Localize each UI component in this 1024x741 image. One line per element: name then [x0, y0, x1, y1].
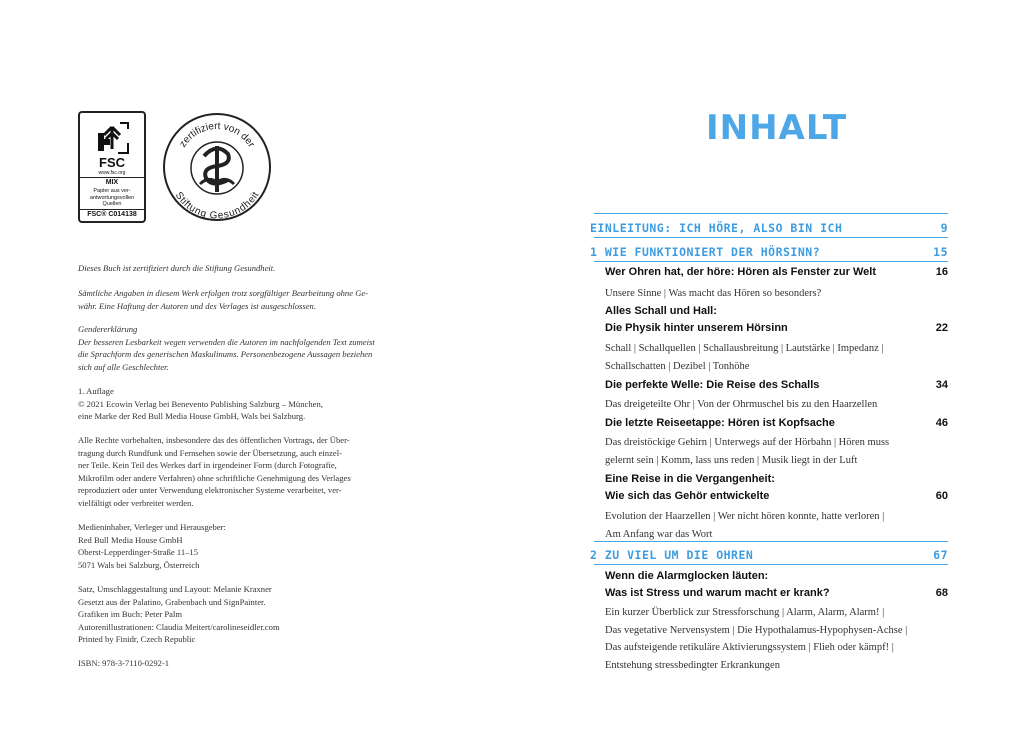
- fsc-description: Papier aus ver- antwortungsvollen Quellen: [89, 188, 135, 207]
- section-page: 34: [935, 379, 948, 391]
- section-title: Was ist Stress und warum macht er krank?: [605, 587, 830, 599]
- section-title-pre: Alles Schall und Hall:: [605, 305, 717, 317]
- isbn: ISBN: 978-3-7110-0292-1: [78, 658, 170, 668]
- section-topics: Evolution der Haarzellen | Wer nicht hören konnte, hatte verloren | Am Anfang war das Wort: [605, 511, 885, 540]
- section-title: Die Physik hinter unserem Hörsinn: [605, 322, 788, 334]
- edition-copyright: 1. Auflage © 2021 Ecowin Verlag bei Benevento Publishing Salzburg – München, eine Marke der Red Bull Media House GmbH, Wals bei Salzburg.: [78, 386, 323, 422]
- disclaimer: Sämtliche Angaben in diesem Werk erfolgen trotz sorgfältiger Bearbeitung ohne Ge- währ. Eine Haftung der Autoren und des Verlages ist ausgeschlossen.: [78, 288, 369, 311]
- svg-text:zertifiziert von der: [178, 121, 257, 150]
- gender-statement: Gendererklärung Der besseren Lesbarkeit wegen verwenden die Autoren im nachfolgenden Text zumeist die Sprachform des generischen Maskulinums. Personenbezogene Aussagen beziehen sich auf alle Geschlechter.: [78, 324, 375, 372]
- fsc-logo: [78, 111, 146, 223]
- chapter-page: 15: [933, 245, 948, 259]
- rights-notice: Alle Rechte vorbehalten, insbesondere das des öffentlichen Vortrags, der Über- tragung durch Rundfunk und Fernsehen sowie der Übersetzung, auch einzel- ner Teile. Kein Teil des Werkes darf in irgendeiner Form (durch Fotografie, Mikrofilm oder andere Verfahren) ohne schriftliche Genehmigung des Verlages reproduziert oder unter Verwendung elektronischer Systeme verarbeitet, ver- vielfältigt oder verbreitet werden.: [78, 435, 351, 508]
- section-topics: Das dreistöckige Gehirn | Unterwegs auf der Hörbahn | Hören muss gelernt sein | Komm, lass uns reden | Musik liegt in der Luft: [605, 437, 890, 466]
- toc-chapter-1[interactable]: [590, 245, 948, 259]
- section-page: 46: [935, 417, 948, 429]
- section-title: Wie sich das Gehör entwickelte: [605, 490, 770, 502]
- certification-note: Dieses Buch ist zertifiziert durch die Stiftung Gesundheit.: [78, 263, 276, 273]
- fsc-brand: FSC: [99, 155, 125, 170]
- divider: [594, 237, 948, 238]
- chapter-page: 67: [933, 548, 948, 562]
- toc-section[interactable]: [605, 587, 948, 599]
- section-title: Wer Ohren hat, der höre: Hören als Fenster zur Welt: [605, 266, 876, 278]
- toc-section-heading: [605, 305, 948, 317]
- seal-emblem-icon: [191, 142, 243, 194]
- toc-section-heading: [605, 570, 948, 582]
- toc-section[interactable]: [605, 322, 948, 334]
- section-page: 22: [935, 322, 948, 334]
- stiftung-gesundheit-seal: [162, 112, 272, 222]
- toc-section-heading: [605, 473, 948, 485]
- section-title: Die letzte Reiseetappe: Hören ist Kopfsache: [605, 417, 835, 429]
- fsc-mix: MIX: [105, 179, 119, 186]
- section-topics: Ein kurzer Überblick zur Stressforschung | Alarm, Alarm, Alarm! | Das vegetative Nervensystem | Die Hypothalamus-Hypophysen-Achse | Das aufsteigende retikuläre Aktivierungssystem | Flieh oder kämpf! | Entstehung stressbedingter Erkrankungen: [605, 607, 908, 671]
- chapter-page: 9: [940, 221, 948, 235]
- chapter-label: EINLEITUNG: ICH HÖRE, ALSO BIN ICH: [590, 221, 843, 235]
- chapter-label: 2 ZU VIEL UM DIE OHREN: [590, 548, 754, 562]
- divider: [594, 541, 948, 542]
- section-topics: Schall | Schallquellen | Schallausbreitung | Lautstärke | Impedanz | Schallschatten | Dezibel | Tonhöhe: [605, 343, 884, 372]
- chapter-label: 1 WIE FUNKTIONIERT DER HÖRSINN?: [590, 245, 821, 259]
- divider: [594, 261, 948, 262]
- section-page: 60: [935, 490, 948, 502]
- section-title: Die perfekte Welle: Die Reise des Schalls: [605, 379, 820, 391]
- fsc-tree-icon: [94, 119, 132, 155]
- toc-title: INHALT: [706, 108, 848, 148]
- section-topics: Das dreigeteilte Ohr | Von der Ohrmuschel bis zu den Haarzellen: [605, 399, 878, 410]
- seal-top-text: zertifiziert von der: [177, 120, 257, 150]
- toc-section[interactable]: [605, 379, 948, 391]
- production-credits: Satz, Umschlaggestaltung und Layout: Melanie Kraxner Gesetzt aus der Palatino, Grabenbach und SignPainter. Grafiken im Buch: Peter Palm Autorenillustrationen: Claudia Meitert/carolineseidler.com Printed by Finidr, Czech Republic: [78, 584, 280, 645]
- toc-section[interactable]: [605, 417, 948, 429]
- toc-chapter-intro[interactable]: [590, 221, 948, 235]
- fsc-code: FSC® C014138: [87, 211, 137, 218]
- fsc-url: www.fsc.org: [98, 170, 126, 176]
- divider: [594, 213, 948, 214]
- publisher-info: Medieninhaber, Verleger und Herausgeber: Red Bull Media House GmbH Oberst-Lepperdinger-Straße 11–15 5071 Wals bei Salzburg, Österreich: [78, 522, 226, 570]
- toc-section[interactable]: [605, 490, 948, 502]
- section-title-pre: Eine Reise in die Vergangenheit:: [605, 473, 775, 485]
- section-page: 68: [935, 587, 948, 599]
- toc-section[interactable]: [605, 266, 948, 278]
- section-title-pre: Wenn die Alarmglocken läuten:: [605, 570, 769, 582]
- seal-bottom-text: Stiftung Gesundheit: [172, 190, 262, 222]
- toc-chapter-2[interactable]: [590, 548, 948, 562]
- section-page: 16: [935, 266, 948, 278]
- section-topics: Unsere Sinne | Was macht das Hören so besonders?: [605, 288, 822, 299]
- divider: [594, 564, 948, 565]
